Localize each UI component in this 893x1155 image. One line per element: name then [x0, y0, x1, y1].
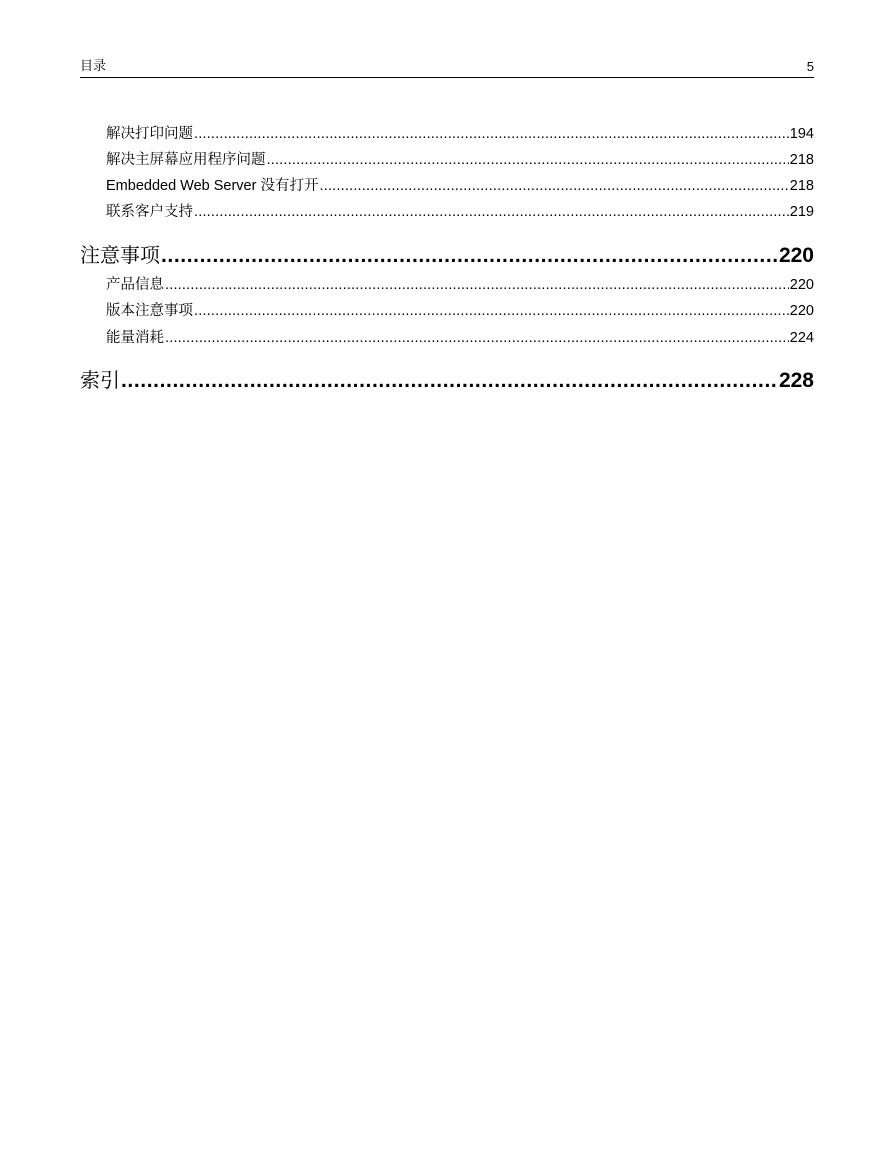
toc-chapter-page: 220	[778, 244, 814, 267]
toc-entry-embedded-web-server[interactable]	[106, 176, 814, 196]
toc-dot-leader	[165, 275, 789, 295]
toc-dot-leader	[319, 176, 788, 196]
toc-chapter-label: 索引	[80, 368, 120, 392]
toc-dot-leader	[194, 202, 789, 222]
toc-entry-page: 220	[789, 277, 814, 293]
toc-entry-power-consumption[interactable]	[106, 328, 814, 348]
toc-entry-label: 产品信息	[106, 277, 164, 293]
toc-entry-page: 220	[789, 303, 814, 319]
toc-entry-page: 218	[789, 152, 814, 168]
toc-entry-edition-notice[interactable]	[106, 301, 814, 321]
header-page-number: 5	[806, 59, 814, 74]
toc-entry-label: 能量消耗	[106, 330, 164, 346]
toc-entry-troubleshoot-printing[interactable]	[106, 124, 814, 144]
toc-chapter-index[interactable]	[80, 366, 814, 394]
page-header	[80, 58, 814, 78]
toc-chapter-notices[interactable]	[80, 241, 814, 269]
toc-entry-label: 版本注意事项	[106, 303, 193, 319]
toc-chapter-page: 228	[778, 369, 814, 392]
toc-entry-label: 解决打印问题	[106, 126, 193, 142]
toc-dot-leader	[165, 328, 789, 348]
toc-chapter-label: 注意事项	[80, 243, 160, 267]
toc-dot-leader	[194, 301, 789, 321]
toc-entry-page: 224	[789, 330, 814, 346]
toc-dot-leader	[267, 150, 789, 170]
toc-entry-page: 194	[789, 126, 814, 142]
toc-entry-product-info[interactable]	[106, 275, 814, 295]
toc-dot-leader	[161, 242, 778, 269]
toc-dot-leader	[194, 124, 789, 144]
toc-entry-label: Embedded Web Server 没有打开	[106, 178, 319, 194]
toc-dot-leader	[121, 367, 778, 394]
toc-entry-page: 218	[789, 178, 814, 194]
toc-entry-label: 联系客户支持	[106, 204, 193, 220]
toc-entry-troubleshoot-home-apps[interactable]	[106, 150, 814, 170]
toc-entry-contact-support[interactable]	[106, 202, 814, 222]
header-section-title: 目录	[80, 59, 107, 74]
toc-entry-label: 解决主屏幕应用程序问题	[106, 152, 266, 168]
toc-entry-page: 219	[789, 204, 814, 220]
